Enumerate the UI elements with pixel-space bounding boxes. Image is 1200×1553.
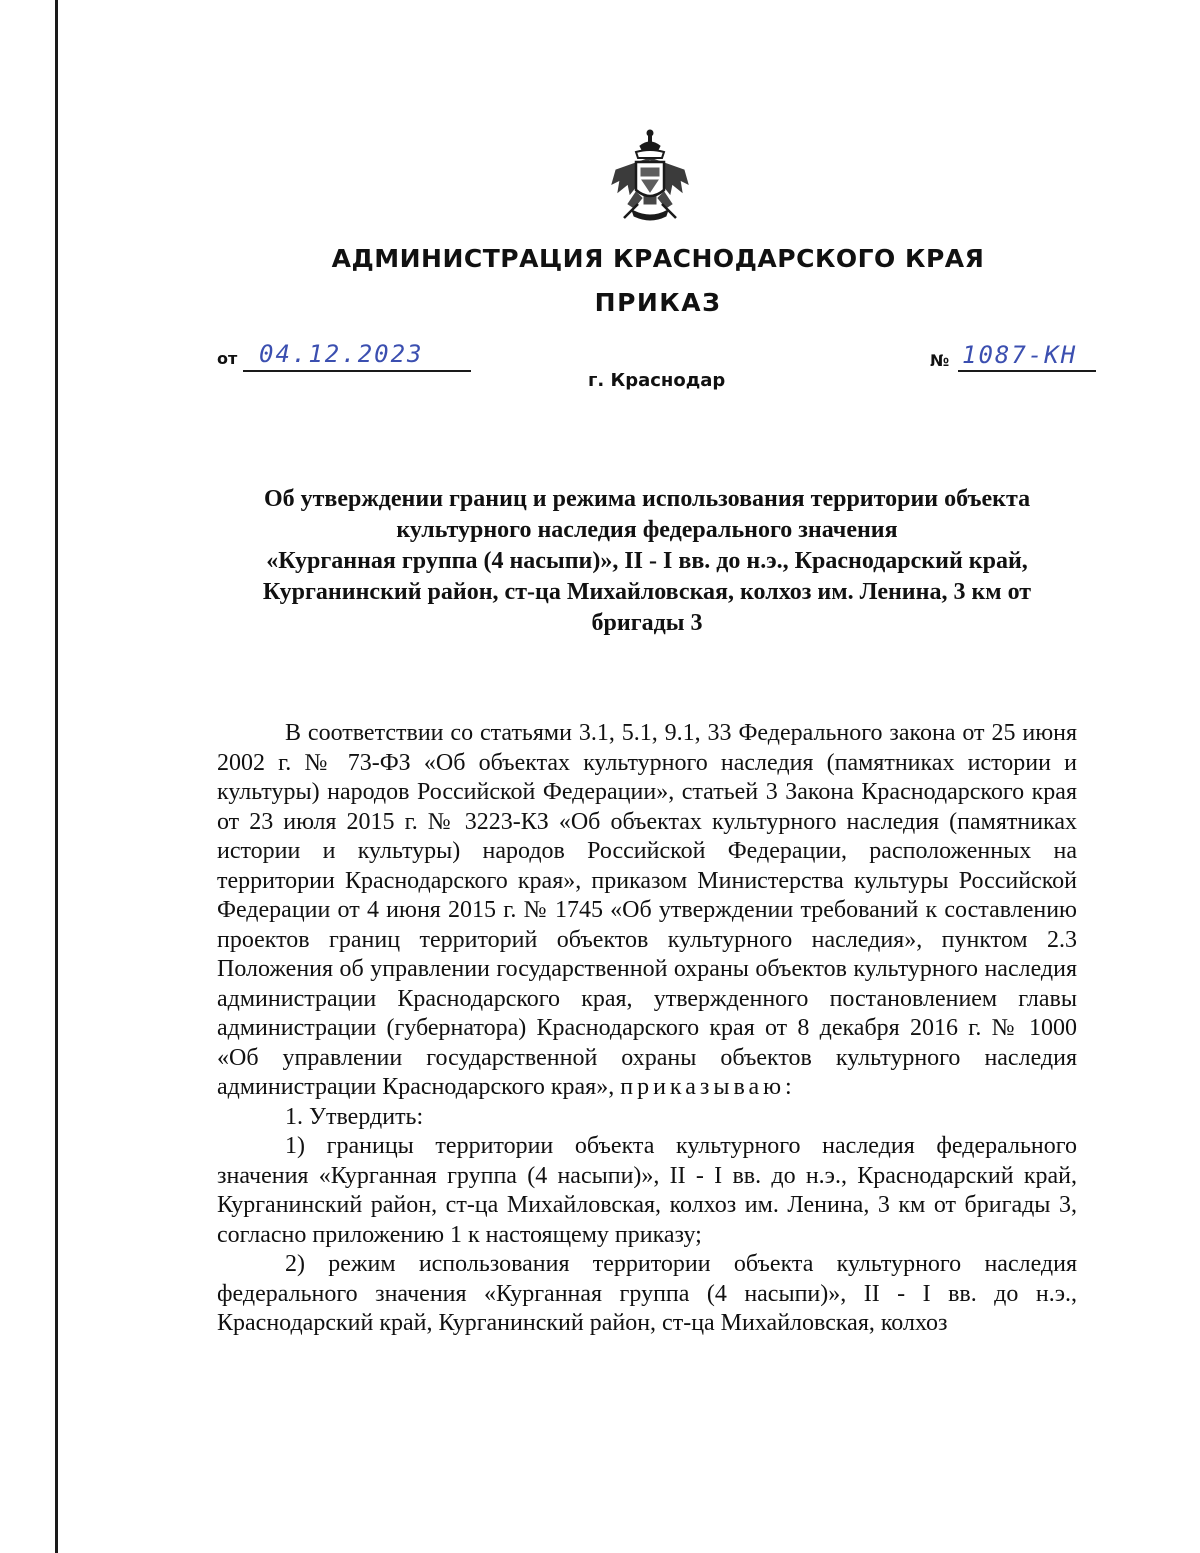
subject-line: культурного наследия федерального значения — [396, 517, 898, 543]
preamble-paragraph — [217, 719, 1077, 1103]
item-1-1: 1) границы территории объекта культурного наследия федерального значения «Курганная группа (4 насыпи)», II - I вв. до н.э., Краснодарский край, Курганинский район, ст-ца Михайловская, колхоз им. Ленина, 3 км от бригады 3, согласно приложению 1 к настоящему приказу; — [217, 1133, 1077, 1248]
scan-margin-line — [55, 0, 58, 1553]
document-body — [217, 719, 1077, 1339]
krasnodar-coat-of-arms-emblem — [606, 128, 694, 224]
number-prefix-label: № — [930, 351, 950, 370]
item-1: 1. Утвердить: — [285, 1103, 424, 1130]
subject-line: Курганинский район, ст-ца Михайловская, колхоз им. Ленина, 3 км от — [262, 579, 1032, 605]
city-label: г. Краснодар — [588, 370, 726, 391]
organization-title: АДМИНИСТРАЦИЯ КРАСНОДАРСКОГО КРАЯ — [331, 244, 985, 273]
subject-line: Об утверждении границ и режима использования территории объекта — [263, 486, 1031, 512]
preamble-text: В соответствии со статьями 3.1, 5.1, 9.1, 33 Федерального закона от 25 июня 2002 г. № 73-ФЗ «Об объектах культурного наследия (памятниках истории и культуры) народов Российской Федерации», статьей 3 Закона Краснодарского края от 23 июля 2015 г. № 3223-КЗ «Об объектах культурного наследия (памятниках истории и культуры) народов Российской Федерации, расположенных на территории Краснодарского края», приказом Министерства культуры Российской Федерации от 4 июня 2015 г. № 1745 «Об утверждении требований к составлению проектов границ территорий объектов культурного наследия», пунктом 2.3 Положения об управлении государственной охраны объектов культурного наследия администрации Краснодарского края, утвержденного постановлением главы администрации (губернатора) Краснодарского края от 8 декабря 2016 г. № 1000 «Об управлении государственной охраны объектов культурного наследия администрации Краснодарского края», — [217, 720, 1077, 1100]
document-type-title: ПРИКАЗ — [594, 288, 722, 317]
subject-line: бригады 3 — [591, 610, 703, 636]
date-underline — [243, 370, 471, 372]
handwritten-date: 04.12.2023 — [259, 340, 424, 368]
order-word: приказываю: — [620, 1074, 796, 1100]
number-underline — [958, 370, 1096, 372]
subject-line: «Курганная группа (4 насыпи)», II - I вв. до н.э., Краснодарский край, — [266, 548, 1028, 574]
handwritten-number: 1087-КН — [962, 341, 1078, 369]
date-prefix-label: от — [217, 349, 238, 368]
item-1-2: 2) режим использования территории объекта культурного наследия федерального значения «Курганная группа (4 насыпи)», II - I вв. до н.э., Краснодарский край, Курганинский район, ст-ца Михайловская, колхоз — [217, 1251, 1077, 1336]
document-subject — [217, 484, 1077, 639]
